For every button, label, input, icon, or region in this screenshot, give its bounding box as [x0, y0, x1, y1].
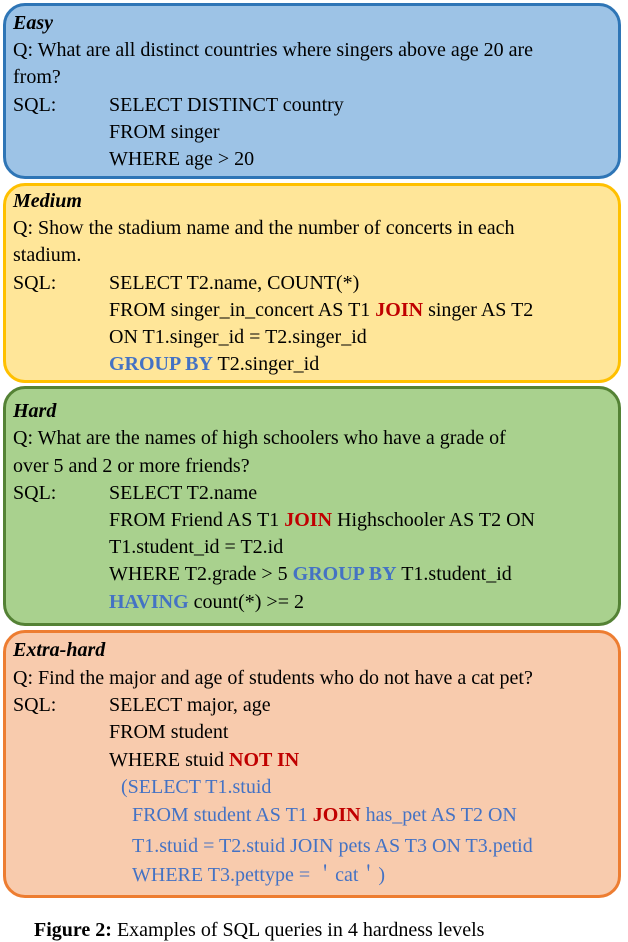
- sql-keyword-join: JOIN: [284, 509, 333, 531]
- hard-example-box: [3, 386, 621, 626]
- easy-example-box: [3, 3, 621, 179]
- figure-caption: [34, 918, 484, 942]
- sql-text: FROM singer_in_concert AS T1: [109, 299, 376, 321]
- sql-keyword-not-in: NOT IN: [229, 749, 300, 771]
- sql-text: Highschooler AS T2 ON: [332, 509, 535, 531]
- easy-sql-label: SQL:: [13, 94, 57, 116]
- medium-title: Medium: [13, 190, 82, 212]
- hard-sql-label: SQL:: [13, 482, 57, 504]
- extra-hard-subquery-line: (SELECT T1.stuid: [121, 776, 272, 798]
- easy-title: Easy: [13, 12, 53, 34]
- extra-hard-subquery-line: WHERE T3.pettype = ＇cat＇): [132, 864, 386, 886]
- hard-question: Q: What are the names of high schoolers who have a grade of: [13, 427, 506, 449]
- sql-text: T1.student_id: [396, 563, 512, 585]
- medium-question: Q: Show the stadium name and the number of concerts in each: [13, 217, 515, 239]
- sql-text: T2.singer_id: [212, 353, 320, 375]
- medium-sql-label: SQL:: [13, 272, 57, 294]
- extra-hard-sql-line: FROM student: [109, 721, 229, 743]
- sql-keyword-join: JOIN: [375, 299, 424, 321]
- hard-sql-line: [109, 589, 304, 616]
- medium-question-continued: stadium.: [13, 244, 82, 266]
- extra-hard-subquery-line: [132, 802, 517, 829]
- hard-sql-line: SELECT T2.name: [109, 482, 258, 504]
- sql-text: singer AS T2: [423, 299, 534, 321]
- sql-text: WHERE T2.grade > 5: [109, 563, 293, 585]
- extra-hard-subquery-line: T1.stuid = T2.stuid JOIN pets AS T3 ON T3.petid: [132, 835, 533, 857]
- hard-sql-line: T1.student_id = T2.id: [109, 536, 284, 558]
- extra-hard-title: Extra-hard: [13, 639, 106, 661]
- sql-text: FROM Friend AS T1: [109, 509, 285, 531]
- extra-hard-question: Q: Find the major and age of students who do not have a cat pet?: [13, 667, 533, 689]
- hard-question-continued: over 5 and 2 or more friends?: [13, 455, 250, 477]
- sql-keyword-having: HAVING: [109, 591, 189, 613]
- medium-sql-line: [109, 297, 533, 324]
- extra-hard-sql-label: SQL:: [13, 694, 57, 716]
- medium-sql-line: [109, 351, 319, 378]
- easy-question-continued: from?: [13, 66, 61, 88]
- medium-sql-line: SELECT T2.name, COUNT(*): [109, 272, 360, 294]
- easy-question: Q: What are all distinct countries where singers above age 20 are: [13, 39, 533, 61]
- sql-text: WHERE stuid: [109, 749, 229, 771]
- caption-label: Figure 2:: [34, 919, 112, 941]
- easy-sql-line: SELECT DISTINCT country: [109, 94, 344, 116]
- sql-keyword-join: JOIN: [312, 804, 361, 826]
- easy-sql-line: WHERE age > 20: [109, 148, 255, 170]
- sql-keyword-group-by: GROUP BY: [109, 353, 213, 375]
- hard-title: Hard: [13, 400, 57, 422]
- extra-hard-sql-line: [109, 747, 299, 774]
- sql-text: count(*) >= 2: [188, 591, 304, 613]
- sql-keyword-group-by: GROUP BY: [292, 563, 397, 585]
- sql-text: has_pet AS T2 ON: [360, 804, 517, 826]
- hard-sql-line: [109, 507, 535, 534]
- hard-sql-line: [109, 561, 512, 588]
- easy-sql-line: FROM singer: [109, 121, 220, 143]
- sql-text: FROM student AS T1: [132, 804, 313, 826]
- caption-text: Examples of SQL queries in 4 hardness levels: [111, 919, 485, 941]
- extra-hard-sql-line: SELECT major, age: [109, 694, 271, 716]
- medium-sql-line: ON T1.singer_id = T2.singer_id: [109, 326, 367, 348]
